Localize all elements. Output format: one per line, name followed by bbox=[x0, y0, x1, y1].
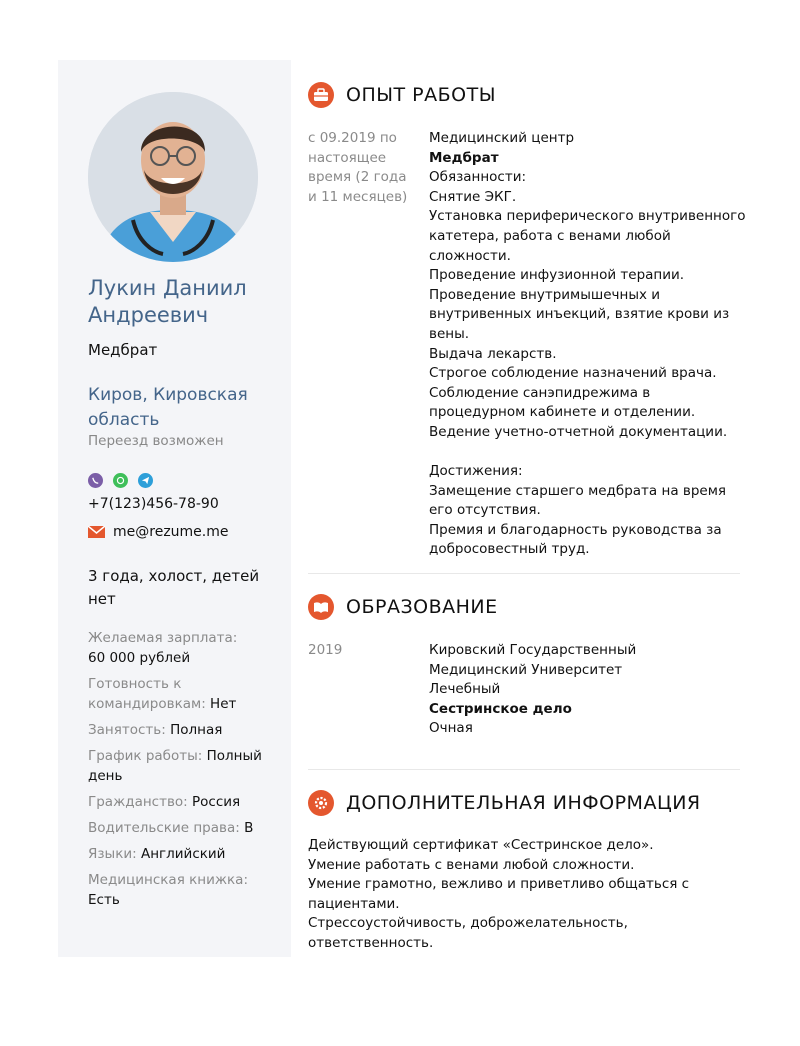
detail-driver-license: Водительские права: В bbox=[88, 820, 254, 836]
study-form: Очная bbox=[429, 720, 473, 737]
relocation-status: Переезд возможен bbox=[88, 433, 224, 449]
achievement-item: Замещение старшего медбрата на время его отсутствия. bbox=[429, 482, 727, 519]
additional-line: Умение работать с венами любой сложности. bbox=[308, 856, 635, 873]
email-address[interactable]: me@rezume.me bbox=[113, 524, 229, 540]
job-position: Медбрат bbox=[88, 341, 158, 359]
duty-item: Соблюдение санэпидрежима в процедурном кабинете и отделении. bbox=[429, 384, 696, 421]
experience-title: ОПЫТ РАБОТЫ bbox=[346, 84, 496, 106]
faculty: Лечебный bbox=[429, 681, 501, 698]
detail-salary: Желаемая зарплата: 60 000 рублей bbox=[88, 630, 238, 666]
details-list bbox=[88, 628, 278, 916]
education-body bbox=[429, 641, 734, 739]
envelope-icon bbox=[88, 526, 105, 538]
detail-languages: Языки: Английский bbox=[88, 846, 226, 862]
experience-header bbox=[308, 82, 496, 108]
institution: Кировский Государственный Медицинский Университет bbox=[429, 642, 637, 678]
duty-item: Снятие ЭКГ. bbox=[429, 188, 517, 205]
experience-body bbox=[429, 129, 749, 560]
full-name: Лукин Даниил Андреевич bbox=[88, 276, 247, 327]
profile-photo bbox=[88, 92, 258, 262]
duty-item: Ведение учетно-отчетной документации. bbox=[429, 423, 728, 440]
detail-schedule: График работы: Полный день bbox=[88, 748, 262, 784]
book-icon bbox=[308, 594, 334, 620]
phone-number[interactable]: +7(123)456-78-90 bbox=[88, 496, 219, 512]
detail-medical-book: Медицинская книжка: Есть bbox=[88, 872, 249, 908]
achievements-title: Достижения: bbox=[429, 463, 523, 480]
additional-line: Действующий сертификат «Сестринское дело». bbox=[308, 837, 654, 853]
duty-item: Проведение инфузионной терапии. bbox=[429, 267, 685, 284]
briefcase-icon bbox=[308, 82, 334, 108]
city: Киров, Кировская область bbox=[88, 385, 248, 430]
achievement-item: Премия и благодарность руководства за добросовестный труд. bbox=[429, 521, 722, 558]
education-title: ОБРАЗОВАНИЕ bbox=[346, 596, 498, 618]
education-year: 2019 bbox=[308, 642, 343, 658]
specialty: Сестринское дело bbox=[429, 700, 572, 717]
role: Медбрат bbox=[429, 149, 499, 166]
duty-item: Установка периферического внутривенного катетера, работа с венами любой сложности. bbox=[429, 208, 746, 264]
whatsapp-icon[interactable] bbox=[113, 473, 128, 488]
detail-employment: Занятость: Полная bbox=[88, 722, 223, 738]
sidebar bbox=[58, 60, 291, 957]
messengers bbox=[88, 473, 153, 488]
detail-citizenship: Гражданство: Россия bbox=[88, 794, 241, 810]
duty-item: Выдача лекарств. bbox=[429, 345, 557, 362]
viber-icon[interactable] bbox=[88, 473, 103, 488]
additional-line: Стрессоустойчивость, доброжелательность, ответственность. bbox=[308, 915, 628, 951]
company: Медицинский центр bbox=[429, 130, 575, 146]
telegram-icon[interactable] bbox=[138, 473, 153, 488]
additional-body bbox=[308, 836, 748, 954]
divider bbox=[308, 573, 740, 574]
experience-period: с 09.2019 по настоящее время (2 года и 11 месяцев) bbox=[308, 130, 408, 205]
additional-line: Умение грамотно, вежливо и приветливо общаться с пациентами. bbox=[308, 876, 690, 912]
gear-icon bbox=[308, 790, 334, 816]
duties-title: Обязанности: bbox=[429, 169, 527, 186]
additional-title: ДОПОЛНИТЕЛЬНАЯ ИНФОРМАЦИЯ bbox=[346, 792, 701, 814]
additional-header bbox=[308, 790, 701, 816]
email-row[interactable] bbox=[88, 524, 229, 540]
detail-business-trips: Готовность к командировкам: Нет bbox=[88, 676, 237, 712]
education-header bbox=[308, 594, 498, 620]
age-family-status: 3 года, холост, детей нет bbox=[88, 567, 260, 608]
duty-item: Строгое соблюдение назначений врача. bbox=[429, 365, 717, 382]
divider bbox=[308, 769, 740, 770]
duty-item: Проведение внутримышечных и внутривенных инъекций, взятие крови из вены. bbox=[429, 286, 730, 342]
